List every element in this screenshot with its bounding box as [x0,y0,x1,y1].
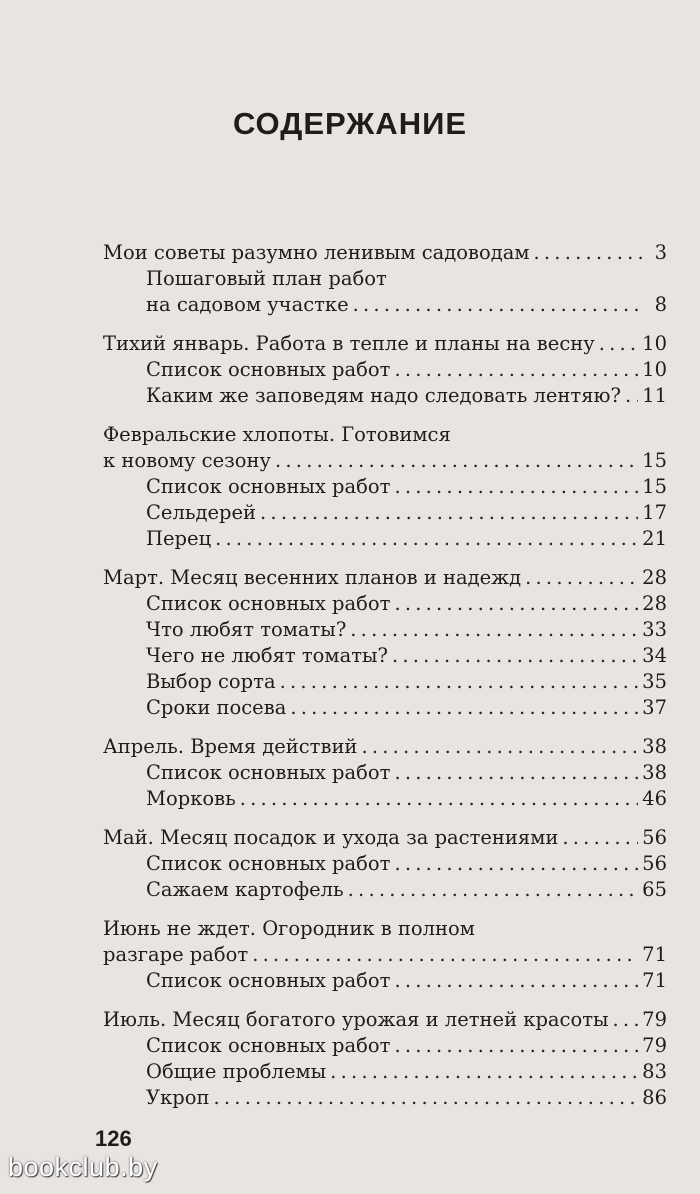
toc-subentry [103,357,667,383]
toc-section [103,240,667,318]
toc-subentry [103,474,667,500]
toc-entry [103,331,667,357]
toc-entry [103,565,667,591]
toc-page-number: 71 [642,943,667,966]
toc-entry-title: Июнь не ждет. Огородник в полном [103,917,475,940]
dot-leader [392,643,638,669]
dot-leader [348,877,639,903]
toc-subentry [103,292,667,318]
toc-entry-title: Морковь [146,787,236,810]
toc-page-number: 38 [642,735,667,758]
toc-entry [103,422,667,448]
dot-leader [215,526,638,552]
dot-leader [394,760,638,786]
toc-entry [103,916,667,942]
toc-section [103,422,667,552]
toc-subentry [103,760,667,786]
toc-entry-title: Перец [146,527,212,550]
page-title: СОДЕРЖАНИЕ [232,106,468,141]
dot-leader [394,474,638,500]
dot-leader [394,968,638,994]
toc-subentry [103,643,667,669]
toc-subentry [103,968,667,994]
toc-subentry [103,669,667,695]
toc-entry-title: Общие проблемы [146,1060,327,1083]
dot-leader [534,240,645,266]
toc-entry-title: Список основных работ [146,852,391,875]
toc-entry-title: разгаре работ [103,943,249,966]
toc-entry [103,825,667,851]
toc-entry-title: Апрель. Время действий [103,735,358,758]
dot-leader [394,1033,638,1059]
toc-entry-title: Список основных работ [146,592,391,615]
toc-entry-title: Список основных работ [146,358,391,381]
dot-leader [290,695,638,721]
toc-subentry [103,877,667,903]
toc-subentry [103,500,667,526]
dot-leader [394,851,638,877]
toc-page-number: 37 [642,696,667,719]
toc-page-number: 65 [642,878,667,901]
toc-entry [103,240,667,266]
dot-leader [350,617,638,643]
toc-subentry [103,266,667,292]
toc-subentry [103,851,667,877]
page-number: 126 [95,1126,132,1151]
toc-page-number: 34 [642,644,667,667]
dot-leader [275,448,638,474]
toc-entry-title: на садовом участке [146,293,349,316]
toc-page-number: 71 [642,969,667,992]
toc-section [103,565,667,721]
dot-leader [625,383,638,409]
toc-page-number: 15 [642,449,667,472]
toc-page-number: 56 [642,852,667,875]
dot-leader [525,565,638,591]
toc-page-number: 3 [654,241,667,264]
dot-leader [361,734,638,760]
toc-page-number: 28 [642,566,667,589]
toc-entry [103,942,667,968]
toc-section [103,734,667,812]
dot-leader [280,669,639,695]
toc-subentry [103,1033,667,1059]
toc-page-number: 38 [642,761,667,784]
toc-section [103,916,667,994]
toc-page-number: 79 [642,1034,667,1057]
toc-page-number: 8 [654,293,667,316]
dot-leader [240,786,638,812]
toc-subentry [103,383,667,409]
toc-page-number: 15 [642,475,667,498]
toc-page-number: 83 [642,1060,667,1083]
toc-entry-title: Каким же заповедям надо следовать лентяю? [146,384,621,407]
toc-section [103,825,667,903]
dot-leader [562,825,638,851]
watermark: bookclub.by [8,1152,158,1182]
toc-subentry [103,617,667,643]
toc-section [103,331,667,409]
toc-entry-title: Июль. Месяц богатого урожая и летней красоты [103,1008,609,1031]
toc-page-number: 35 [642,670,667,693]
toc-entry [103,734,667,760]
dot-leader [214,1085,639,1111]
toc-entry-title: Пошаговый план работ [146,267,387,290]
toc-entry-title: Сроки посева [146,696,287,719]
toc-page-number: 86 [642,1086,667,1109]
dot-leader [394,591,638,617]
toc-entry [103,448,667,474]
toc-page-number: 10 [642,332,667,355]
toc-entry-title: Укроп [146,1086,210,1109]
toc-subentry [103,695,667,721]
toc-entry-title: Тихий январь. Работа в тепле и планы на весну [103,332,595,355]
toc-page-number: 11 [642,384,667,407]
toc-entry-title: Сажаем картофель [146,878,344,901]
dot-leader [330,1059,638,1085]
dot-leader [394,357,638,383]
toc-subentry [103,526,667,552]
dot-leader [613,1007,639,1033]
toc-page-number: 56 [642,826,667,849]
toc-entry-title: Март. Месяц весенних планов и надежд [103,566,522,589]
toc-subentry [103,1085,667,1111]
toc-entry-title: Список основных работ [146,969,391,992]
dot-leader [252,942,638,968]
dot-leader [599,331,638,357]
toc-entry-title: Список основных работ [146,1034,391,1057]
toc-entry-title: Выбор сорта [146,670,276,693]
toc-subentry [103,591,667,617]
toc-entry-title: Мои советы разумно ленивым садоводам [103,241,530,264]
toc-subentry [103,1059,667,1085]
table-of-contents [103,240,667,1124]
toc-entry-title: Февральские хлопоты. Готовимся [103,423,451,446]
dot-leader [353,292,645,318]
toc-subentry [103,786,667,812]
toc-page-number: 17 [642,501,667,524]
toc-entry-title: к новому сезону [103,449,271,472]
toc-page-number: 79 [642,1008,667,1031]
toc-entry-title: Список основных работ [146,761,391,784]
toc-entry-title: Список основных работ [146,475,391,498]
toc-page-number: 33 [642,618,667,641]
toc-page-number: 10 [642,358,667,381]
toc-entry-title: Май. Месяц посадок и ухода за растениями [103,826,559,849]
toc-section [103,1007,667,1111]
toc-entry-title: Сельдерей [146,501,257,524]
toc-entry-title: Чего не любят томаты? [146,644,388,667]
toc-page-number: 46 [642,787,667,810]
toc-entry [103,1007,667,1033]
toc-page-number: 28 [642,592,667,615]
dot-leader [260,500,638,526]
toc-page-number: 21 [642,527,667,550]
toc-entry-title: Что любят томаты? [146,618,347,641]
